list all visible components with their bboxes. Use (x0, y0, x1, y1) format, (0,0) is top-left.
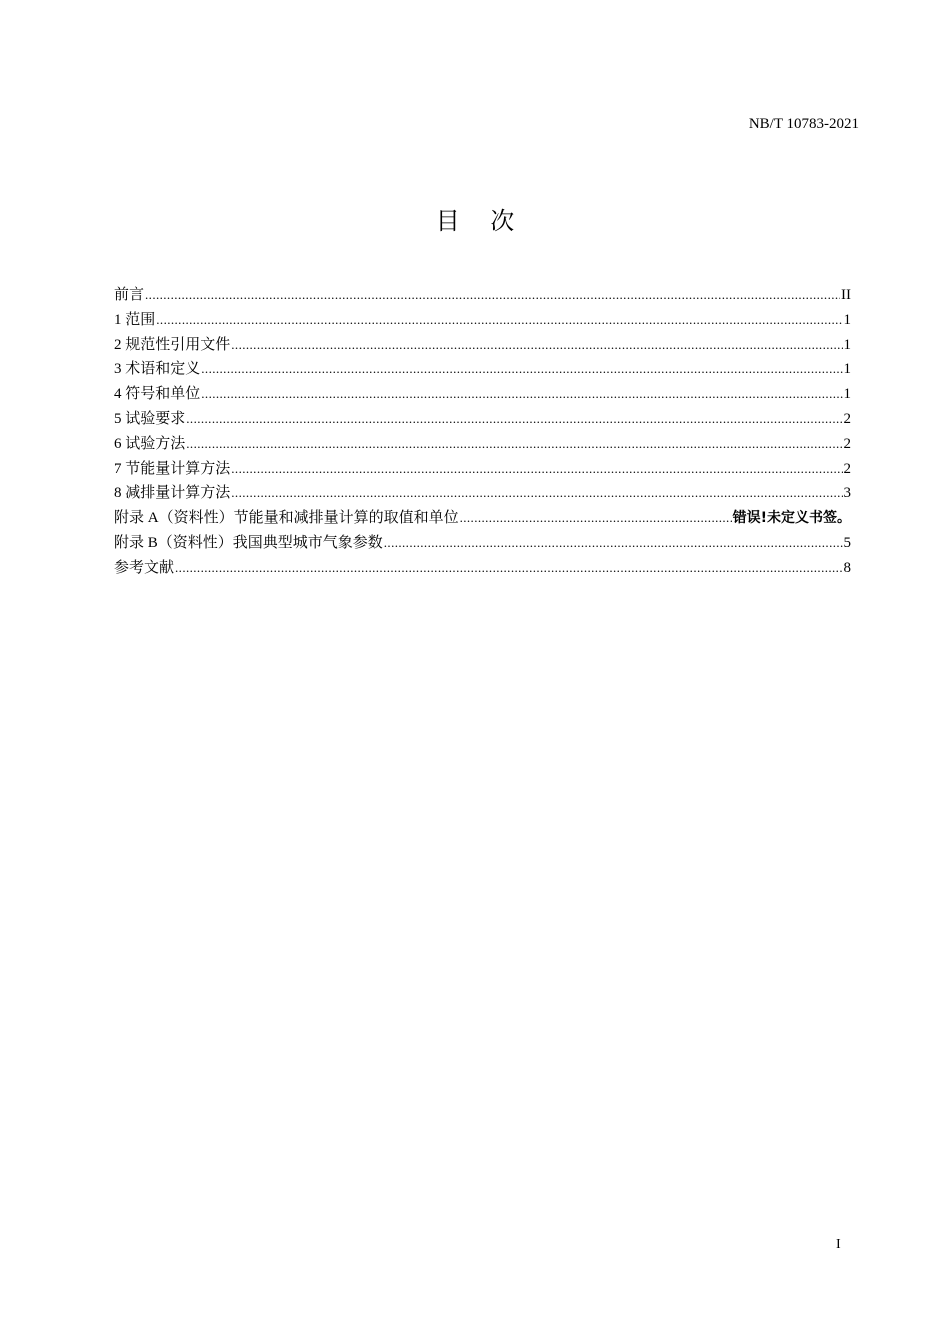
dot-leader (231, 457, 842, 482)
toc-entry-label: 8 减排量计算方法 (114, 485, 231, 502)
toc-title: 目 次 (435, 207, 515, 235)
table-of-contents (114, 283, 851, 581)
dot-leader (460, 506, 732, 531)
dot-leader (231, 333, 842, 358)
toc-entry-label: 4 符号和单位 (114, 386, 201, 403)
toc-entry-page: II (841, 287, 851, 303)
document-code: NB/T 10783-2021 (748, 116, 859, 132)
page-number: I (836, 1237, 841, 1252)
toc-entry-symbols-units[interactable] (114, 382, 851, 407)
toc-entry-label: 参考文献 (114, 559, 175, 576)
toc-entry-appendix-b[interactable] (114, 531, 851, 556)
toc-entry-label: 6 试验方法 (114, 435, 186, 452)
toc-entry-page: 1 (843, 386, 851, 403)
dot-leader (384, 531, 843, 556)
toc-entry-test-methods[interactable] (114, 432, 851, 457)
dot-leader (186, 407, 842, 432)
toc-entry-label: 附录 B（资料性）我国典型城市气象参数 (114, 534, 383, 551)
toc-entry-label: 附录 A（资料性）节能量和减排量计算的取值和单位 (114, 510, 459, 527)
toc-entry-page: 8 (843, 559, 851, 576)
dot-leader (201, 357, 842, 382)
toc-entry-page: 1 (843, 361, 851, 378)
toc-entry-page: 2 (843, 410, 851, 427)
toc-entry-terms-definitions[interactable] (114, 357, 851, 382)
toc-entry-emission-reduction-calc[interactable] (114, 481, 851, 506)
dot-leader (156, 308, 842, 333)
dot-leader (186, 432, 842, 457)
toc-entry-normative-references[interactable] (114, 333, 851, 358)
dot-leader (201, 382, 842, 407)
toc-entry-page: 2 (843, 460, 851, 477)
toc-entry-page: 2 (843, 435, 851, 452)
toc-entry-scope[interactable] (114, 308, 851, 333)
toc-entry-bibliography[interactable] (114, 556, 851, 581)
toc-entry-page: 1 (843, 336, 851, 353)
toc-entry-label: 2 规范性引用文件 (114, 336, 231, 353)
toc-entry-energy-saving-calc[interactable] (114, 457, 851, 482)
toc-entry-test-requirements[interactable] (114, 407, 851, 432)
toc-entry-page: 1 (843, 311, 851, 328)
toc-entry-label: 3 术语和定义 (114, 361, 201, 378)
dot-leader (231, 481, 842, 506)
toc-entry-page: 5 (843, 534, 851, 551)
dot-leader (175, 556, 842, 581)
toc-entry-label: 1 范围 (114, 311, 156, 328)
toc-entry-label: 5 试验要求 (114, 410, 186, 427)
toc-entry-label: 前言 (114, 287, 145, 303)
dot-leader (145, 283, 840, 308)
toc-entry-label: 7 节能量计算方法 (114, 460, 231, 477)
toc-entry-foreword[interactable] (114, 283, 851, 308)
toc-entry-page-error: 错误!未定义书签。 (732, 510, 851, 527)
toc-entry-appendix-a[interactable] (114, 506, 851, 531)
toc-entry-page: 3 (843, 485, 851, 502)
